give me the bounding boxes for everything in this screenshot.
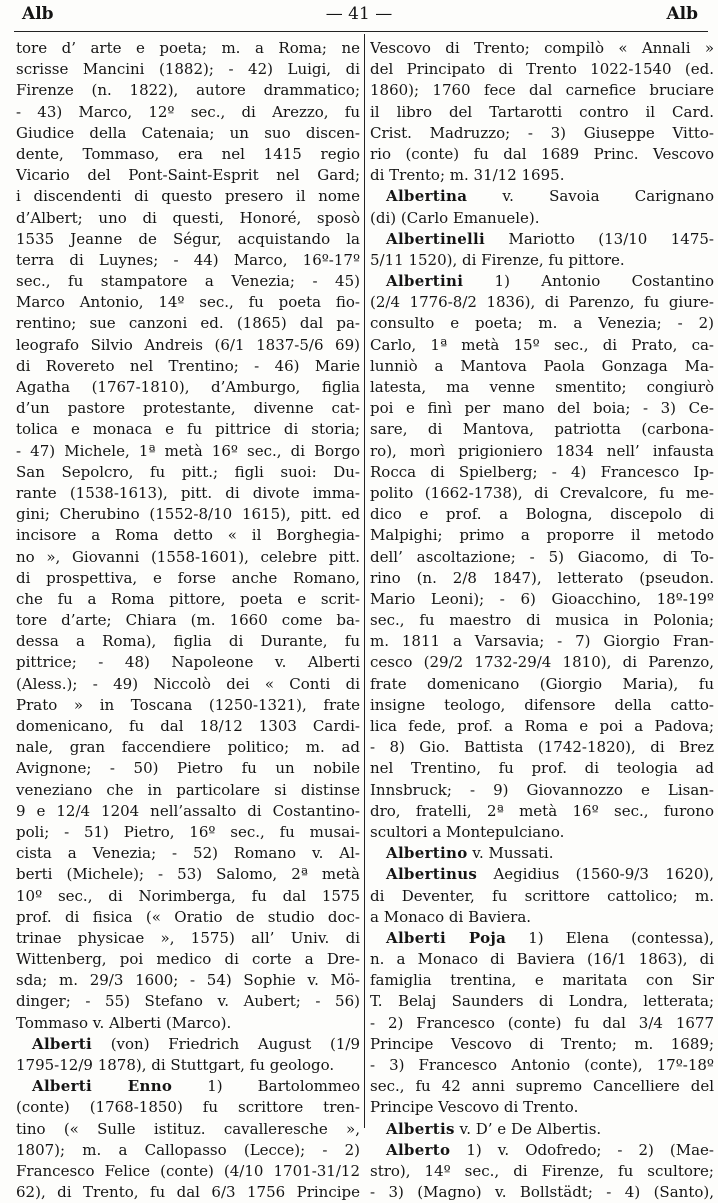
line-text: - 8) Gio. Battista (1742-1820), di Brez [370, 738, 714, 757]
line-text: i discendenti di questo presero il nome [16, 187, 360, 206]
line-text: Marco Antonio, 14º sec., fu poeta fio- [16, 293, 360, 312]
line-text: poli; - 51) Pietro, 16º sec., fu musai- [16, 822, 360, 841]
entry-headword-line [16, 1034, 360, 1055]
line-text: cista a Venezia; - 52) Romano v. Al- [16, 844, 360, 863]
entry-headword: Albertinus [386, 865, 478, 884]
line-text: 1) Elena (contessa), [506, 928, 714, 947]
line-text: m. 1811 a Varsavia; - 7) Giorgio Fran- [370, 632, 714, 651]
line-text: incisore a Roma detto « il Borghegia- [16, 526, 360, 545]
line-text: sec., fu stampatore a Venezia; - 45) [16, 272, 360, 291]
line-text: dente, Tommaso, era nel 1415 regio [16, 144, 360, 163]
column-divider [364, 34, 365, 1128]
entry-headword: Albertini [386, 272, 464, 291]
text-line [16, 398, 360, 419]
text-line [16, 419, 360, 440]
text-line [16, 356, 360, 377]
text-line [370, 547, 714, 568]
line-text: di Trento; m. 31/12 1695. [370, 166, 565, 185]
text-line [16, 38, 360, 59]
entry-headword-line [370, 229, 714, 250]
line-text: berti (Michele); - 53) Salomo, 2ª metà [16, 865, 360, 884]
entry-headword-line [370, 271, 714, 292]
text-line [16, 547, 360, 568]
text-line [16, 970, 360, 991]
line-text: 62), di Trento, fu dal 6/3 1756 Principe [16, 1183, 360, 1202]
text-line [370, 610, 714, 631]
text-line [370, 1055, 714, 1076]
line-text: San Sepolcro, fu pitt.; figli suoi: Du- [16, 462, 360, 481]
line-text: prof. di fisica (« Oratio de studio doc- [16, 907, 360, 926]
line-text: cesco (29/2 1732-29/4 1810), di Parenzo, [370, 653, 714, 672]
line-text: 1535 Jeanne de Ségur, acquistando la [16, 229, 360, 248]
line-text: dell’ ascoltazione; - 5) Giacomo, di To- [370, 547, 714, 566]
line-text: rio (conte) fu dal 1689 Princ. Vescovo [370, 144, 714, 163]
text-line [370, 1076, 714, 1097]
text-line [16, 949, 360, 970]
line-text: rentino; sue canzoni ed. (1865) dal pa- [16, 314, 360, 333]
line-text: Mariotto (13/10 1475- [485, 229, 714, 248]
text-line [370, 695, 714, 716]
text-line [16, 102, 360, 123]
line-text: (von) Friedrich August (1/9 [92, 1034, 360, 1053]
text-line [16, 1055, 360, 1076]
text-line [370, 674, 714, 695]
text-line [16, 928, 360, 949]
text-line [370, 652, 714, 673]
text-line [370, 970, 714, 991]
text-line [16, 441, 360, 462]
text-line [370, 483, 714, 504]
entry-headword: Alberto [386, 1140, 451, 1159]
line-text: stro), 14º sec., di Firenze, fu scultore; [370, 1161, 714, 1180]
line-text: insigne teologo, difensore della catto- [370, 695, 714, 714]
line-text: Carlo, 1ª metà 15º sec., di Prato, ca- [370, 335, 714, 354]
text-line [16, 525, 360, 546]
text-line [370, 758, 714, 779]
line-text: (di) (Carlo Emanuele). [370, 208, 540, 227]
line-text: latesta, ma venne smentito; congiurò [370, 378, 714, 396]
text-line [16, 504, 360, 525]
line-text: il libro del Tartarotti contro il Card. [370, 102, 714, 121]
line-text: Principe Vescovo di Trento; m. 1689; [370, 1034, 714, 1053]
text-line [16, 123, 360, 144]
text-line [370, 780, 714, 801]
text-line [370, 292, 714, 313]
line-text: d’Albert; uno di questi, Honoré, sposò [16, 208, 360, 227]
text-line [370, 1182, 714, 1203]
text-line [16, 1161, 360, 1182]
text-line [16, 695, 360, 716]
line-text: Principe Vescovo di Trento. [370, 1098, 579, 1117]
line-text: di Deventer, fu scrittore cattolico; m. [370, 886, 714, 905]
entry-headword-line [16, 1076, 360, 1097]
text-line [370, 568, 714, 589]
page-number: — 41 — [325, 4, 393, 24]
line-text: Mario Leoni); - 6) Gioacchino, 18º-19º [370, 589, 714, 608]
line-text: leografo Silvio Andreis (6/1 1837-5/6 69) [16, 335, 360, 354]
line-text: (2/4 1776-8/2 1836), di Parenzo, fu giure- [370, 293, 714, 312]
line-text: n. a Monaco di Baviera (16/1 1863), di [370, 950, 714, 969]
line-text: Avignone; - 50) Pietro fu un nobile [16, 759, 360, 778]
line-text: - 47) Michele, 1ª metà 16º sec., di Borgo [16, 441, 360, 460]
text-line [16, 737, 360, 758]
line-text: Tommaso v. Alberti (Marco). [16, 1013, 232, 1032]
text-line [370, 123, 714, 144]
line-text: pittrice; - 48) Napoleone v. Alberti [16, 653, 360, 672]
text-line [16, 716, 360, 737]
text-line [370, 525, 714, 546]
text-line [370, 631, 714, 652]
text-line [370, 1013, 714, 1034]
entry-headword-line [370, 864, 714, 885]
line-text: Malpighi; primo a proporre il metodo [370, 526, 714, 545]
text-line [370, 737, 714, 758]
text-line [16, 568, 360, 589]
line-text: scrisse Mancini (1882); - 42) Luigi, di [16, 60, 360, 79]
entry-headword: Alberti [32, 1034, 92, 1053]
text-line [16, 208, 360, 229]
line-text: sare, di Mantova, patriotta (carbona- [370, 420, 714, 439]
text-line [370, 716, 714, 737]
line-text: di Rovereto nel Trentino; - 46) Marie [16, 356, 360, 375]
text-line [370, 886, 714, 907]
header-right-keyword: Alb [666, 4, 698, 24]
entry-headword-line [370, 843, 714, 864]
text-line [370, 356, 714, 377]
header-left-keyword: Alb [22, 4, 54, 24]
text-line [370, 165, 714, 186]
line-text: Firenze (n. 1822), autore drammatico; [16, 81, 360, 100]
line-text: - 43) Marco, 12º sec., di Arezzo, fu [16, 102, 360, 121]
line-text: - 3) (Magno) v. Bollstädt; - 4) (Santo), [370, 1183, 714, 1202]
right-column [370, 38, 714, 1203]
entry-headword: Albertinelli [386, 229, 486, 248]
line-text: dinger; - 55) Stefano v. Aubert; - 56) [16, 992, 360, 1011]
text-line [16, 1013, 360, 1034]
text-line [370, 991, 714, 1012]
line-text: 9 e 12/4 1204 nell’assalto di Costantino- [16, 801, 360, 820]
line-text: Vicario del Pont-Saint-Esprit nel Gard; [16, 166, 360, 185]
line-text: rante (1538-1613), pitt. di divote imma- [16, 483, 360, 502]
text-line [16, 165, 360, 186]
text-line [370, 313, 714, 334]
text-line [370, 801, 714, 822]
line-text: Francesco Felice (conte) (4/10 1701-31/12 [16, 1161, 360, 1180]
text-line [370, 504, 714, 525]
text-line [370, 822, 714, 843]
text-line [370, 1034, 714, 1055]
line-text: dico e prof. a Bologna, discepolo di [370, 505, 714, 524]
line-text: tolica e monaca e fu pittrice di storia; [16, 420, 360, 439]
text-line [16, 1097, 360, 1118]
line-text: 5/11 1520), di Firenze, fu pittore. [370, 250, 625, 269]
line-text: tore d’ arte e poeta; m. a Roma; ne [16, 39, 360, 57]
entry-headword: Albertis [386, 1119, 455, 1138]
text-line [16, 59, 360, 80]
text-line [370, 419, 714, 440]
line-text: che fu a Roma pittore, poeta e scrit- [16, 589, 360, 608]
line-text: consulto e poeta; m. a Venezia; - 2) [370, 314, 714, 333]
text-line [16, 1119, 360, 1140]
line-text: nel Trentino, fu prof. di teologia ad [370, 759, 714, 778]
text-line [16, 313, 360, 334]
text-line [16, 589, 360, 610]
text-line [16, 801, 360, 822]
line-text: (conte) (1768-1850) fu scrittore tren- [16, 1098, 360, 1117]
text-line [16, 780, 360, 801]
text-line [16, 758, 360, 779]
line-text: tino (« Sulle istituz. cavalleresche », [16, 1119, 360, 1138]
text-line [16, 186, 360, 207]
text-line [16, 1140, 360, 1161]
text-line [16, 674, 360, 695]
text-line [370, 949, 714, 970]
line-text: gini; Cherubino (1552-8/10 1615), pitt. ed [16, 505, 360, 524]
line-text: a Monaco di Baviera. [370, 907, 532, 926]
line-text: dessa a Roma), figlia di Durante, fu [16, 632, 360, 651]
text-line [16, 843, 360, 864]
line-text: scultori a Montepulciano. [370, 822, 565, 841]
line-text: tore d’arte; Chiara (m. 1660 come ba- [16, 611, 360, 630]
text-line [370, 462, 714, 483]
text-line [370, 38, 714, 59]
text-line [16, 377, 360, 398]
text-line [370, 589, 714, 610]
line-text: trinae physicae », 1575) all’ Univ. di [16, 928, 360, 947]
line-text: lica fede, prof. a Roma e poi a Padova; [370, 717, 714, 735]
text-line [16, 652, 360, 673]
text-line [16, 271, 360, 292]
line-text: Prato » in Toscana (1250-1321), frate [16, 695, 360, 714]
line-text: 1807); m. a Callopasso (Lecce); - 2) [16, 1140, 360, 1159]
line-text: T. Belaj Saunders di Londra, letterata; [370, 992, 714, 1011]
line-text: nale, gran faccendiere politico; m. ad [16, 738, 360, 757]
text-line [370, 335, 714, 356]
text-line [370, 907, 714, 928]
text-line [370, 250, 714, 271]
line-text: 1) Bartolommeo [172, 1077, 360, 1096]
line-text: famiglia trentina, e maritata con Sir [370, 971, 714, 990]
entry-headword-line [370, 1119, 714, 1140]
text-line [16, 335, 360, 356]
line-text: polito (1662-1738), di Crevalcore, fu me- [370, 483, 714, 502]
text-line [370, 144, 714, 165]
entry-headword: Alberti Poja [386, 928, 507, 947]
line-text: terra di Luynes; - 44) Marco, 16º-17º [16, 250, 360, 269]
line-text: Crist. Madruzzo; - 3) Giuseppe Vitto- [370, 123, 714, 142]
line-text: Wittenberg, poi medico di corte a Dre- [16, 950, 360, 969]
line-text: poi e finì per mano del boia; - 3) Ce- [370, 399, 714, 418]
line-text: 10º sec., di Norimberga, fu dal 1575 [16, 886, 360, 905]
text-line [16, 80, 360, 101]
text-line [16, 250, 360, 271]
line-text: Rocca di Spielberg; - 4) Francesco Ip- [370, 462, 714, 481]
entry-headword-line [370, 186, 714, 207]
line-text: veneziano che in particolare si distinse [16, 780, 360, 799]
text-line [16, 991, 360, 1012]
page-header [0, 2, 718, 28]
text-line [16, 822, 360, 843]
line-text: 1) v. Odofredo; - 2) (Mae- [450, 1140, 714, 1159]
line-text: v. Savoia Carignano [467, 187, 714, 206]
line-text: rino (n. 2/8 1847), letterato (pseudon. [370, 568, 714, 587]
text-line [370, 1097, 714, 1118]
line-text: - 3) Francesco Antonio (conte), 17º-18º [370, 1056, 714, 1074]
text-line [370, 1161, 714, 1182]
text-line [370, 208, 714, 229]
left-column [16, 38, 360, 1203]
entry-headword: Albertino [386, 844, 468, 863]
line-text: d’un pastore protestante, divenne cat- [16, 399, 360, 418]
line-text: - 2) Francesco (conte) fu dal 3/4 1677 [370, 1013, 714, 1032]
line-text: Innsbruck; - 9) Giovannozzo e Lisan- [370, 780, 714, 799]
text-line [16, 462, 360, 483]
line-text: Giudice della Catenaia; un suo discen- [16, 123, 360, 142]
line-text: sec., fu maestro di musica in Polonia; [370, 611, 714, 630]
text-line [370, 102, 714, 123]
text-line [16, 907, 360, 928]
line-text: frate domenicano (Giorgio Maria), fu [370, 674, 714, 693]
text-line [16, 1182, 360, 1203]
entry-headword-line [370, 1140, 714, 1161]
line-text: domenicano, fu dal 18/12 1303 Cardi- [16, 717, 360, 735]
text-line [370, 441, 714, 462]
line-text: di prospettiva, e forse anche Romano, [16, 568, 360, 587]
text-line [16, 864, 360, 885]
text-line [16, 610, 360, 631]
line-text: 1) Antonio Costantino [463, 272, 714, 291]
text-line [16, 144, 360, 165]
line-text: dro, fratelli, 2ª metà 16º sec., furono [370, 801, 714, 820]
text-line [370, 377, 714, 398]
line-text: ro), morì prigioniero 1834 nell’ infausta [370, 441, 714, 460]
line-text: v. D’ e De Albertis. [454, 1119, 602, 1138]
line-text: v. Mussati. [467, 844, 554, 863]
line-text: lunniò a Mantova Paola Gonzaga Ma- [370, 356, 714, 375]
line-text: sec., fu 42 anni supremo Cancelliere del [370, 1077, 714, 1096]
text-line [16, 229, 360, 250]
text-line [16, 886, 360, 907]
entry-headword-line [370, 928, 714, 949]
line-text: sda; m. 29/3 1600; - 54) Sophie v. Mö- [16, 971, 360, 990]
header-rule [14, 31, 708, 32]
text-line [16, 483, 360, 504]
line-text: no », Giovanni (1558-1601), celebre pitt. [16, 547, 360, 566]
line-text: (Aless.); - 49) Niccolò dei « Conti di [16, 674, 360, 693]
text-line [370, 59, 714, 80]
line-text: Vescovo di Trento; compilò « Annali » [370, 39, 714, 57]
line-text: Aegidius (1560-9/3 1620), [477, 865, 714, 884]
line-text: del Principato di Trento 1022-1540 (ed. [370, 60, 714, 79]
text-line [370, 398, 714, 419]
line-text: 1860); 1760 fece dal carnefice bruciare [370, 81, 714, 100]
text-line [16, 631, 360, 652]
entry-headword: Albertina [386, 187, 468, 206]
line-text: 1795-12/9 1878), di Stuttgart, fu geologo. [16, 1056, 335, 1074]
text-line [370, 80, 714, 101]
text-line [16, 292, 360, 313]
line-text: Agatha (1767-1810), d’Amburgo, figlia [16, 378, 360, 396]
entry-headword: Alberti Enno [32, 1077, 173, 1096]
